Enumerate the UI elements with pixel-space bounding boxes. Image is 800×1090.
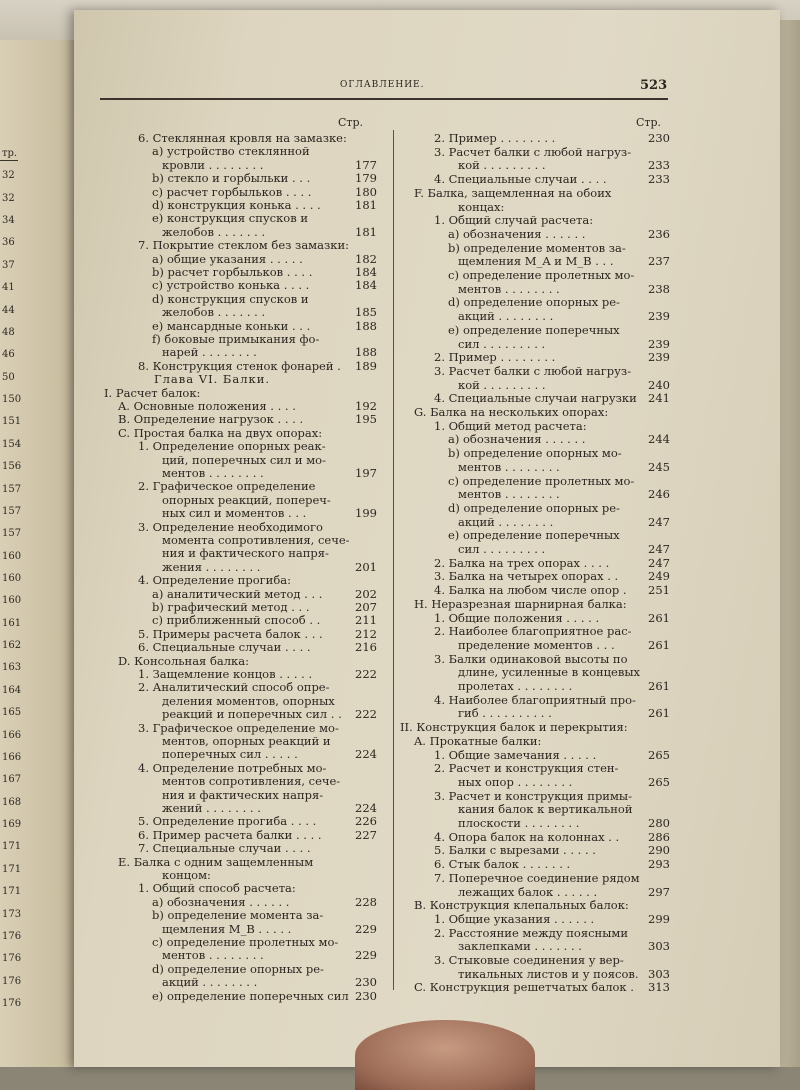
- toc-page-number: 247: [648, 514, 670, 529]
- toc-page-number: 265: [648, 747, 670, 762]
- left-page-number: 37: [2, 259, 15, 271]
- toc-entry: желобов . . . . . . .: [162, 305, 266, 320]
- toc-entry: 7. Поперечное соединение рядом: [434, 870, 640, 885]
- toc-entry: акций . . . . . . . .: [458, 514, 554, 529]
- toc-entry: ния и фактических напря-: [162, 787, 324, 802]
- toc-entry: 3. Стыковые соединения у вер-: [434, 953, 624, 967]
- toc-page-number: 216: [355, 640, 377, 655]
- left-page-number: 157: [2, 483, 22, 495]
- toc-entry: b) определение опорных мо-: [448, 446, 622, 461]
- left-column-header: Стр.: [338, 116, 364, 129]
- toc-page-number: 249: [648, 569, 670, 584]
- toc-entry: 6. Стык балок . . . . . . .: [434, 857, 571, 872]
- toc-entry: d) конструкция конька . . . .: [152, 198, 321, 212]
- toc-entry: c) определение пролетных мо-: [152, 935, 339, 949]
- toc-page-number: 188: [355, 318, 377, 333]
- toc-entry: ментов сопротивления, сече-: [162, 774, 341, 789]
- left-page-number: 166: [2, 751, 22, 763]
- toc-entry: тикальных листов и у поясов.: [458, 966, 639, 981]
- toc-page-number: 188: [355, 345, 377, 360]
- toc-entry: F. Балка, защемленная на обоих: [414, 185, 612, 200]
- toc-page-number: 211: [355, 613, 377, 628]
- toc-entry: c) определение пролетных мо-: [448, 473, 635, 488]
- toc-entry: B. Определение нагрузок . . . .: [118, 412, 304, 427]
- toc-entry: 6. Пример расчета балки . . . .: [138, 827, 322, 842]
- left-page-number: 36: [2, 237, 15, 249]
- toc-entry: жения . . . . . . . .: [162, 559, 261, 574]
- toc-entry: H. Неразрезная шарнирная балка:: [414, 596, 627, 611]
- toc-entry: 1. Общие замечания . . . . .: [434, 747, 597, 762]
- toc-page-number: 202: [355, 586, 377, 601]
- toc-entry: концом:: [162, 868, 211, 882]
- toc-page-number: 229: [355, 948, 377, 963]
- toc-entry: 2. Графическое определение: [138, 479, 316, 494]
- toc-page-number: 233: [648, 158, 670, 173]
- toc-page-number: 239: [648, 336, 670, 351]
- toc-entry: 2. Расчет и конструкция стен-: [434, 761, 619, 776]
- toc-page-number: 177: [355, 157, 377, 172]
- toc-entry: кой . . . . . . . . .: [458, 158, 546, 173]
- toc-entry: e) конструкция спусков и: [152, 211, 309, 226]
- left-page-number: 169: [2, 819, 22, 831]
- toc-page-number: 181: [355, 224, 377, 239]
- toc-entry: 2. Балка на трех опорах . . . .: [434, 555, 610, 570]
- thumb: [355, 1020, 535, 1090]
- toc-page-number: 245: [648, 459, 670, 474]
- left-page-number: 41: [2, 282, 15, 294]
- toc-entry: a) обозначения . . . . . .: [152, 894, 290, 909]
- toc-entry: G. Балка на нескольких опорах:: [414, 405, 609, 419]
- toc-entry: пролетах . . . . . . . .: [458, 679, 573, 693]
- toc-entry: 2. Расстояние между поясными: [434, 925, 628, 940]
- toc-entry: D. Консольная балка:: [118, 653, 249, 668]
- toc-entry: гиб . . . . . . . . . .: [458, 706, 552, 721]
- toc-page-number: 229: [355, 921, 377, 936]
- toc-page-number: 180: [355, 184, 377, 199]
- toc-entry: d) определение опорных ре-: [448, 295, 620, 310]
- toc-entry: щемления M_A и M_B . . .: [458, 254, 614, 269]
- left-page-number: 161: [2, 617, 22, 629]
- toc-page-number: 195: [355, 412, 377, 427]
- toc-entry: 2. Наиболее благоприятное рас-: [434, 624, 632, 639]
- toc-entry: 7. Покрытие стеклом без замазки:: [138, 238, 349, 253]
- toc-page-number: 222: [355, 667, 377, 681]
- toc-entry: 1. Общий метод расчета:: [434, 418, 587, 433]
- toc-entry: C. Простая балка на двух опорах:: [118, 425, 323, 440]
- left-page-number: 162: [2, 640, 22, 652]
- toc-entry: 3. Расчет и конструкция примы-: [434, 788, 632, 803]
- page-number: 523: [640, 78, 668, 93]
- toc-page-number: 201: [355, 559, 377, 574]
- left-page-numbers: [0, 40, 40, 1067]
- left-page-number: 171: [2, 886, 22, 898]
- toc-page-number: 240: [648, 377, 670, 392]
- left-page-number: 171: [2, 841, 22, 853]
- toc-page-number: 179: [355, 171, 377, 186]
- toc-page-number: 226: [355, 814, 377, 829]
- left-page-number: 48: [2, 326, 15, 338]
- toc-page-number: 181: [355, 198, 377, 212]
- toc-page-number: 207: [355, 600, 377, 614]
- toc-entry: длине, усиленные в концевых: [458, 665, 640, 680]
- toc-page-number: 299: [648, 911, 670, 926]
- toc-page-number: 251: [648, 583, 670, 598]
- toc-entry: деления моментов, опорных: [162, 693, 335, 708]
- toc-page-number: 189: [355, 358, 377, 373]
- toc-page-number: 261: [648, 706, 670, 721]
- toc-page-number: 247: [648, 555, 670, 570]
- toc-entry: c) определение пролетных мо-: [448, 268, 635, 282]
- toc-entry: опорных реакций, попереч-: [162, 492, 331, 507]
- toc-entry: b) определение моментов за-: [448, 240, 626, 255]
- toc-page-number: 192: [355, 399, 377, 413]
- toc-entry: a) обозначения . . . . . .: [448, 432, 586, 447]
- left-page-number: 46: [2, 349, 15, 361]
- toc-page-number: 265: [648, 774, 670, 789]
- left-page-number: 160: [2, 550, 22, 562]
- left-page-number: 34: [2, 215, 15, 227]
- toc-entry: 5. Примеры расчета балок . . .: [138, 626, 323, 641]
- toc-entry: 1. Общие указания . . . . . .: [434, 911, 595, 926]
- toc-page-number: 297: [648, 884, 670, 899]
- toc-entry: d) конструкция спусков и: [152, 291, 309, 306]
- toc-page-number: 230: [648, 131, 670, 145]
- toc-entry: 1. Защемление концов . . . . .: [138, 667, 313, 681]
- toc-entry: 4. Определение потребных мо-: [138, 760, 327, 775]
- left-page: [0, 40, 84, 1067]
- left-page-number: 156: [2, 461, 22, 473]
- toc-entry: 1. Общий случай расчета:: [434, 213, 594, 228]
- toc-entry: A. Прокатные балки:: [414, 733, 542, 748]
- toc-entry: поперечных сил . . . . .: [162, 747, 298, 762]
- toc-entry: акций . . . . . . . .: [458, 309, 554, 324]
- toc-entry: 3. Определение необходимого: [138, 519, 323, 534]
- column-divider: [393, 130, 394, 990]
- left-page-number: 165: [2, 707, 22, 719]
- toc-page-number: 244: [648, 432, 670, 447]
- toc-entry: плоскости . . . . . . . .: [458, 816, 580, 830]
- left-page-number: 173: [2, 908, 22, 920]
- toc-page-number: 237: [648, 254, 670, 269]
- toc-entry: ментов . . . . . . . .: [458, 459, 560, 474]
- toc-entry: a) общие указания . . . . .: [152, 251, 303, 266]
- toc-entry: сил . . . . . . . . .: [458, 542, 546, 556]
- toc-entry: сил . . . . . . . . .: [458, 336, 546, 351]
- toc-entry: 3. Балка на четырех опорах . .: [434, 569, 619, 584]
- toc-page-number: 224: [355, 801, 377, 815]
- toc-entry: 1. Общий способ расчета:: [138, 881, 296, 896]
- toc-page-number: 303: [648, 966, 670, 981]
- left-page-number: 176: [2, 953, 22, 965]
- toc-entry: ментов, опорных реакций и: [162, 734, 331, 748]
- toc-entry: b) расчет горбыльков . . . .: [152, 265, 313, 279]
- toc-entry: ментов . . . . . . . .: [162, 466, 264, 480]
- toc-entry: 7. Специальные случаи . . . .: [138, 841, 311, 856]
- toc-entry: 3. Расчет балки с любой нагруз-: [434, 363, 632, 378]
- toc-page-number: 199: [355, 506, 377, 521]
- toc-entry: e) определение поперечных: [448, 528, 620, 543]
- toc-page-number: 239: [648, 350, 670, 365]
- toc-page-number: 286: [648, 829, 670, 844]
- toc-entry: e) определение поперечных: [448, 322, 620, 337]
- toc-entry: 2. Пример . . . . . . . .: [434, 350, 556, 365]
- left-page-number: 157: [2, 528, 22, 540]
- left-page-number: 168: [2, 796, 22, 808]
- toc-entry: 4. Специальные случаи . . . .: [434, 172, 607, 187]
- toc-entry: ния и фактического напря-: [162, 546, 329, 561]
- toc-entry: b) графический метод . . .: [152, 600, 310, 614]
- toc-entry: 6. Стеклянная кровля на замазке:: [138, 131, 347, 145]
- toc-entry: 4. Определение прогиба:: [138, 573, 291, 588]
- toc-page-number: 290: [648, 843, 670, 858]
- toc-page-number: 233: [648, 172, 670, 187]
- toc-entry: 4. Наиболее благоприятный про-: [434, 692, 636, 707]
- toc-entry: d) определение опорных ре-: [152, 961, 324, 976]
- toc-page-number: 293: [648, 857, 670, 872]
- left-page-number: 50: [2, 371, 15, 383]
- toc-entry: кровли . . . . . . . .: [162, 157, 264, 172]
- toc-entry: e) мансардные коньки . . .: [152, 318, 311, 333]
- toc-entry: e) определение поперечных сил: [152, 988, 349, 1003]
- toc-entry: 8. Конструкция стенок фонарей .: [138, 358, 341, 373]
- toc-entry: 5. Балки с вырезами . . . . .: [434, 843, 596, 858]
- toc-entry: 5. Определение прогиба . . . .: [138, 814, 317, 829]
- toc-entry: лежащих балок . . . . . .: [458, 884, 598, 899]
- toc-entry: 3. Графическое определение мо-: [138, 720, 339, 735]
- toc-entry: 4. Специальные случаи нагрузки: [434, 391, 637, 406]
- toc-entry: 6. Специальные случаи . . . .: [138, 640, 311, 655]
- toc-entry: 2. Аналитический способ опре-: [138, 680, 330, 695]
- toc-page-number: 261: [648, 610, 670, 625]
- left-page-number: 157: [2, 505, 22, 517]
- toc-entry: пределение моментов . . .: [458, 637, 615, 652]
- toc-entry: B. Конструкция клепальных балок:: [414, 898, 629, 913]
- left-page-number: 163: [2, 662, 22, 674]
- left-page-number: 160: [2, 573, 22, 584]
- right-column-header: Стр.: [636, 116, 662, 129]
- left-page-number: 176: [2, 975, 22, 987]
- toc-page-number: 182: [355, 251, 377, 266]
- toc-entry: ных сил и моментов . . .: [162, 506, 307, 521]
- toc-entry: нарей . . . . . . . .: [162, 345, 257, 360]
- left-page-number: 32: [2, 192, 15, 204]
- toc-entry: a) аналитический метод . . .: [152, 586, 323, 601]
- toc-page-number: 230: [355, 975, 377, 990]
- left-page-number: 171: [2, 863, 22, 875]
- toc-page-number: 238: [648, 281, 670, 296]
- left-page-number: 44: [2, 304, 15, 316]
- toc-page-number: 239: [648, 309, 670, 324]
- toc-entry: II. Конструкция балок и перекрытия:: [400, 720, 628, 735]
- toc-entry: реакций и поперечных сил . .: [162, 707, 342, 722]
- toc-entry: кой . . . . . . . . .: [458, 377, 546, 392]
- toc-entry: 2. Пример . . . . . . . .: [434, 131, 556, 145]
- toc-entry: c) устройство конька . . . .: [152, 278, 310, 293]
- page-title: ОГЛАВЛЕНИЕ.: [340, 80, 425, 90]
- toc-entry: концах:: [458, 199, 505, 214]
- toc-entry: ций, поперечных сил и мо-: [162, 452, 326, 467]
- left-page-number: 32: [2, 170, 15, 182]
- toc-entry: A. Основные положения . . . .: [118, 399, 296, 413]
- toc-entry: b) определение момента за-: [152, 908, 324, 923]
- toc-page-number: 303: [648, 939, 670, 954]
- toc-entry: 1. Общие положения . . . . .: [434, 610, 600, 625]
- header-rule: [100, 98, 668, 100]
- toc-entry: E. Балка с одним защемленным: [118, 854, 314, 869]
- toc-page-number: 185: [355, 305, 377, 320]
- toc-entry: 1. Определение опорных реак-: [138, 439, 326, 454]
- toc-entry: кания балок к вертикальной: [458, 802, 633, 817]
- toc-entry: d) определение опорных ре-: [448, 500, 620, 515]
- left-page-number: 150: [2, 394, 22, 406]
- toc-page-number: 197: [355, 466, 377, 480]
- toc-page-number: 230: [355, 988, 377, 1003]
- toc-page-number: 184: [355, 278, 377, 293]
- toc-page-number: 280: [648, 816, 670, 830]
- left-page-number: 176: [2, 998, 22, 1009]
- toc-entry: 3. Балки одинаковой высоты по: [434, 651, 628, 666]
- toc-entry: a) устройство стеклянной: [152, 144, 310, 159]
- toc-page-number: 222: [355, 707, 377, 722]
- toc-page-number: 228: [355, 894, 377, 909]
- left-page-number: 160: [2, 595, 22, 607]
- toc-entry: заклепками . . . . . . .: [458, 939, 582, 954]
- toc-entry: 4. Опора балок на колоннах . .: [434, 829, 620, 844]
- toc-page-number: 212: [355, 626, 377, 641]
- toc-entry: желобов . . . . . . .: [162, 224, 266, 239]
- toc-entry: ментов . . . . . . . .: [162, 948, 264, 963]
- toc-page-number: 224: [355, 747, 377, 762]
- toc-page-number: 241: [648, 391, 670, 406]
- left-page-number: 166: [2, 729, 22, 741]
- toc-page-number: 261: [648, 679, 670, 693]
- left-page-number: 151: [2, 416, 22, 428]
- toc-entry: 3. Расчет балки с любой нагруз-: [434, 144, 632, 159]
- toc-entry: I. Расчет балок:: [104, 385, 201, 400]
- toc-entry: a) обозначения . . . . . .: [448, 226, 586, 241]
- left-page-number: 167: [2, 774, 22, 786]
- toc-entry: f) боковые примыкания фо-: [152, 332, 320, 346]
- toc-page-number: 227: [355, 827, 377, 842]
- toc-entry: c) расчет горбыльков . . . .: [152, 184, 312, 199]
- toc-entry: Глава VI. Балки.: [154, 372, 271, 387]
- toc-entry: ментов . . . . . . . .: [458, 487, 560, 502]
- left-page-number: 164: [2, 684, 22, 696]
- toc-entry: жений . . . . . . . .: [162, 801, 261, 815]
- left-page-number: 176: [2, 930, 22, 942]
- toc-page-number: 246: [648, 487, 670, 502]
- toc-page-number: 236: [648, 226, 670, 241]
- toc-entry: 4. Балка на любом числе опор .: [434, 583, 627, 598]
- toc-entry: момента сопротивления, сече-: [162, 533, 350, 547]
- left-page-number: тр.: [2, 148, 18, 159]
- toc-entry: b) стекло и горбыльки . . .: [152, 171, 311, 186]
- toc-entry: C. Конструкция решетчатых балок .: [414, 980, 634, 995]
- toc-entry: ных опор . . . . . . . .: [458, 774, 573, 789]
- toc-page-number: 184: [355, 265, 377, 279]
- toc-page-number: 261: [648, 637, 670, 652]
- toc-entry: c) приближенный способ . .: [152, 613, 321, 628]
- toc-entry: акций . . . . . . . .: [162, 975, 258, 990]
- toc-page-number: 313: [648, 980, 670, 995]
- toc-entry: ментов . . . . . . . .: [458, 281, 560, 296]
- toc-entry: щемления M_B . . . . .: [162, 921, 292, 936]
- left-page-number: 154: [2, 438, 22, 450]
- toc-page-number: 247: [648, 542, 670, 556]
